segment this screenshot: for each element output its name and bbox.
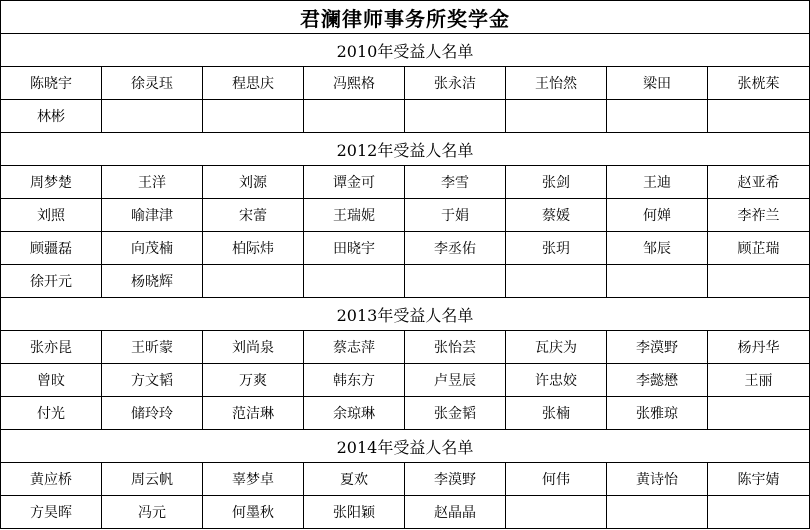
empty-cell bbox=[102, 100, 203, 133]
name-cell: 何墨秋 bbox=[203, 496, 304, 529]
name-cell: 赵亚希 bbox=[708, 166, 810, 199]
name-cell: 辜梦卓 bbox=[203, 463, 304, 496]
empty-cell bbox=[607, 496, 708, 529]
table-row bbox=[1, 232, 810, 265]
name-cell: 黄诗怡 bbox=[607, 463, 708, 496]
name-cell: 赵晶晶 bbox=[405, 496, 506, 529]
table-row bbox=[1, 397, 810, 430]
name-cell: 程思庆 bbox=[203, 67, 304, 100]
name-cell: 许忠姣 bbox=[506, 364, 607, 397]
name-cell: 周云帆 bbox=[102, 463, 203, 496]
name-cell: 冯熙格 bbox=[304, 67, 405, 100]
name-cell: 冯元 bbox=[102, 496, 203, 529]
name-cell: 宋蕾 bbox=[203, 199, 304, 232]
name-cell: 顾芷瑞 bbox=[708, 232, 810, 265]
name-cell: 梁田 bbox=[607, 67, 708, 100]
name-cell: 韩东方 bbox=[304, 364, 405, 397]
name-cell: 何伟 bbox=[506, 463, 607, 496]
name-cell: 李雪 bbox=[405, 166, 506, 199]
empty-cell bbox=[304, 265, 405, 298]
name-cell: 王怡然 bbox=[506, 67, 607, 100]
empty-cell bbox=[506, 100, 607, 133]
table-row bbox=[1, 265, 810, 298]
name-cell: 田晓宇 bbox=[304, 232, 405, 265]
name-cell: 夏欢 bbox=[304, 463, 405, 496]
empty-cell bbox=[607, 100, 708, 133]
name-cell: 付光 bbox=[1, 397, 102, 430]
name-cell: 李漠野 bbox=[607, 331, 708, 364]
section-heading-row bbox=[1, 430, 810, 463]
name-cell: 李懿懋 bbox=[607, 364, 708, 397]
name-cell: 于娟 bbox=[405, 199, 506, 232]
name-cell: 张桄茱 bbox=[708, 67, 810, 100]
name-cell: 陈晓宇 bbox=[1, 67, 102, 100]
name-cell: 方文韬 bbox=[102, 364, 203, 397]
section-heading-2010: 2010年受益人名单 bbox=[1, 34, 810, 67]
name-cell: 瓦庆为 bbox=[506, 331, 607, 364]
empty-cell bbox=[708, 100, 810, 133]
name-cell: 向茂楠 bbox=[102, 232, 203, 265]
name-cell: 刘尚泉 bbox=[203, 331, 304, 364]
name-cell: 张怡芸 bbox=[405, 331, 506, 364]
name-cell: 周梦楚 bbox=[1, 166, 102, 199]
section-heading-2013: 2013年受益人名单 bbox=[1, 298, 810, 331]
name-cell: 张雅琼 bbox=[607, 397, 708, 430]
name-cell: 顾疆磊 bbox=[1, 232, 102, 265]
name-cell: 王瑞妮 bbox=[304, 199, 405, 232]
name-cell: 徐开元 bbox=[1, 265, 102, 298]
empty-cell bbox=[304, 100, 405, 133]
name-cell: 陈宇婧 bbox=[708, 463, 810, 496]
name-cell: 张金韬 bbox=[405, 397, 506, 430]
table-row bbox=[1, 364, 810, 397]
document-title: 君澜律师事务所奖学金 bbox=[1, 1, 810, 34]
name-cell: 李祚兰 bbox=[708, 199, 810, 232]
section-heading-row bbox=[1, 298, 810, 331]
table-row bbox=[1, 199, 810, 232]
name-cell: 王昕蒙 bbox=[102, 331, 203, 364]
name-cell: 万爽 bbox=[203, 364, 304, 397]
name-cell: 余琼琳 bbox=[304, 397, 405, 430]
name-cell: 张楠 bbox=[506, 397, 607, 430]
empty-cell bbox=[405, 100, 506, 133]
name-cell: 曾旼 bbox=[1, 364, 102, 397]
name-cell: 蔡媛 bbox=[506, 199, 607, 232]
empty-cell bbox=[506, 265, 607, 298]
empty-cell bbox=[708, 265, 810, 298]
table-row bbox=[1, 67, 810, 100]
name-cell: 柏际炜 bbox=[203, 232, 304, 265]
name-cell: 邹辰 bbox=[607, 232, 708, 265]
title-row bbox=[1, 1, 810, 34]
name-cell: 张玥 bbox=[506, 232, 607, 265]
name-cell: 李丞佑 bbox=[405, 232, 506, 265]
section-heading-row bbox=[1, 34, 810, 67]
name-cell: 喻津津 bbox=[102, 199, 203, 232]
table-row bbox=[1, 331, 810, 364]
name-cell: 张剑 bbox=[506, 166, 607, 199]
table-row bbox=[1, 463, 810, 496]
name-cell: 杨丹华 bbox=[708, 331, 810, 364]
name-cell: 卢昱辰 bbox=[405, 364, 506, 397]
empty-cell bbox=[708, 397, 810, 430]
name-cell: 蔡志萍 bbox=[304, 331, 405, 364]
name-cell: 范洁琳 bbox=[203, 397, 304, 430]
name-cell: 王迪 bbox=[607, 166, 708, 199]
section-heading-row bbox=[1, 133, 810, 166]
table-row bbox=[1, 496, 810, 529]
name-cell: 张永洁 bbox=[405, 67, 506, 100]
name-cell: 王洋 bbox=[102, 166, 203, 199]
empty-cell bbox=[203, 100, 304, 133]
name-cell: 黄应桥 bbox=[1, 463, 102, 496]
name-cell: 刘源 bbox=[203, 166, 304, 199]
empty-cell bbox=[203, 265, 304, 298]
name-cell: 何婵 bbox=[607, 199, 708, 232]
section-heading-2014: 2014年受益人名单 bbox=[1, 430, 810, 463]
empty-cell bbox=[607, 265, 708, 298]
name-cell: 林彬 bbox=[1, 100, 102, 133]
section-heading-2012: 2012年受益人名单 bbox=[1, 133, 810, 166]
name-cell: 方昊晖 bbox=[1, 496, 102, 529]
name-cell: 王丽 bbox=[708, 364, 810, 397]
name-cell: 谭金可 bbox=[304, 166, 405, 199]
name-cell: 杨晓辉 bbox=[102, 265, 203, 298]
name-cell: 张阳颖 bbox=[304, 496, 405, 529]
empty-cell bbox=[405, 265, 506, 298]
name-cell: 李漠野 bbox=[405, 463, 506, 496]
table-row bbox=[1, 166, 810, 199]
table-row bbox=[1, 100, 810, 133]
name-cell: 张亦昆 bbox=[1, 331, 102, 364]
empty-cell bbox=[506, 496, 607, 529]
name-cell: 储玲玲 bbox=[102, 397, 203, 430]
name-cell: 刘照 bbox=[1, 199, 102, 232]
empty-cell bbox=[708, 496, 810, 529]
name-cell: 徐灵珏 bbox=[102, 67, 203, 100]
